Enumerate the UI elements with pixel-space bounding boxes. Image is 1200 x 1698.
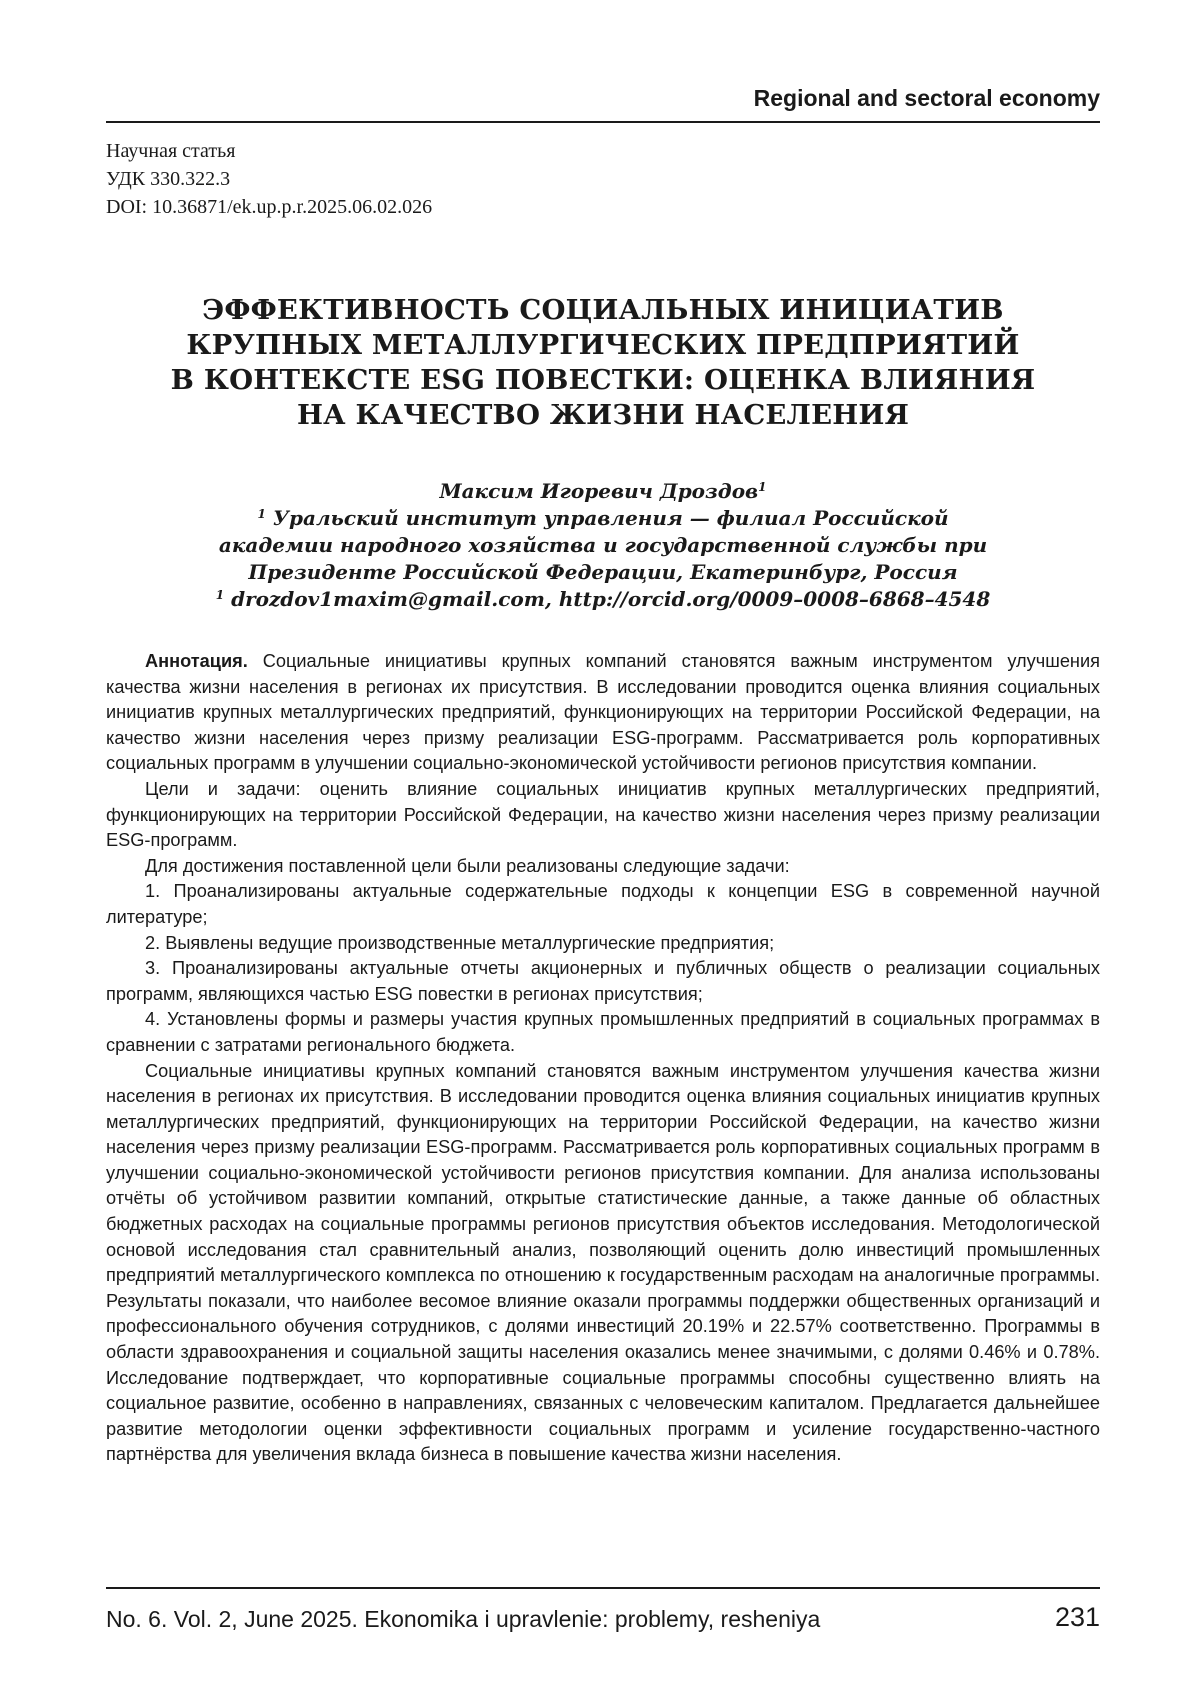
footer-citation: No. 6. Vol. 2, June 2025. Ekonomika i upravlenie: problemy, resheniya (106, 1606, 821, 1632)
contact-line (106, 586, 1100, 613)
affiliation-superscript: 1 (257, 507, 266, 521)
abstract-paragraph: Цели и задачи: оценить влияние социальных инициатив крупных металлургических предприятий, функционирующих на территории Российской Федерации, на качество жизни населения через призму реализации ESG-программ. (106, 778, 1100, 851)
header-rule (106, 121, 1100, 123)
task-item: 4. Установлены формы и размеры участия крупных промышленных предприятий в социальных программах в сравнении с затратами регионального бюджета. (106, 1009, 1100, 1055)
running-head: Regional and sectoral economy (753, 85, 1100, 111)
author-name: Максим Игоревич Дроздов (439, 479, 759, 503)
doi[interactable]: DOI: 10.36871/ek.up.p.r.2025.06.02.026 (106, 196, 433, 218)
author-block (106, 478, 1100, 613)
author-line (106, 478, 1100, 505)
title-line: НА КАЧЕСТВО ЖИЗНИ НАСЕЛЕНИЯ (296, 399, 910, 431)
footer-rule (106, 1587, 1100, 1589)
abstract-paragraph: Для достижения поставленной цели были реализованы следующие задачи: (145, 855, 790, 876)
affiliation-line: академии народного хозяйства и государственной службы при (218, 533, 988, 557)
abstract-label: Аннотация. (145, 651, 248, 671)
contact-superscript: 1 (215, 588, 225, 602)
affiliation-line (106, 505, 1100, 532)
affiliation-text: Уральский институт управления — филиал Российской (272, 506, 949, 530)
author-superscript: 1 (758, 480, 767, 494)
affiliation-line: Президенте Российской Федерации, Екатеринбург, Россия (248, 560, 958, 584)
page-number: 231 (1054, 1602, 1100, 1632)
task-item: 1. Проанализированы актуальные содержательные подходы к концепции ESG в современной научной литературе; (106, 881, 1100, 927)
udc-code: УДК 330.322.3 (106, 168, 231, 190)
abstract-paragraph (106, 649, 1100, 777)
article-title (106, 293, 1100, 433)
abstract (106, 649, 1100, 1468)
article-type: Научная статья (106, 140, 236, 162)
author-contact[interactable]: drozdov1maxim@gmail.com, http://orcid.org/0009–0008–6868–4548 (231, 587, 991, 611)
task-item: 3. Проанализированы актуальные отчеты акционерных и публичных обществ о реализации социальных программ, являющихся частью ESG повестки в регионах присутствия; (106, 958, 1100, 1004)
title-line: В КОНТЕКСТЕ ESG ПОВЕСТКИ: ОЦЕНКА ВЛИЯНИЯ (170, 364, 1036, 396)
title-line: КРУПНЫХ МЕТАЛЛУРГИЧЕСКИХ ПРЕДПРИЯТИЙ (186, 329, 1020, 361)
task-item: 2. Выявлены ведущие производственные металлургические предприятия; (145, 932, 775, 953)
abstract-text: Социальные инициативы крупных компаний становятся важным инструментом улучшения качества жизни населения в регионах их присутствия. В исследовании проводится оценка влияния социальных инициатив крупных металлургических предприятий, функционирующих на территории Российской Федерации, на качество жизни населения через призму реализации ESG-программ. Рассматривается роль корпоративных социальных программ в улучшении социально-экономической устойчивости регионов присутствия компании. (106, 651, 1100, 774)
article-meta (106, 137, 806, 221)
abstract-paragraph: Социальные инициативы крупных компаний становятся важным инструментом улучшения качества жизни населения в регионах их присутствия. В исследовании проводится оценка влияния социальных инициатив крупных металлургических предприятий, функционирующих на территории Российской Федерации, на качество жизни населения через призму реализации ESG-программ. Рассматривается роль корпоративных социальных программ в улучшении социально-экономической устойчивости регионов присутствия компании. Для анализа использованы отчёты об устойчивом развитии компаний, открытые статистические данные, а также данные об областных бюджетных расходах на социальные программы регионов присутствия объектов исследования. Методологической основой исследования стал сравнительный анализ, позволяющий оценить долю инвестиций промышленных предприятий металлургического комплекса по отношению к государственным расходам на аналогичные программы. Результаты показали, что наиболее весомое влияние оказали программы поддержки общественных организаций и профессионального обучения сотрудников, с долями инвестиций 20.19% и 22.57% соответственно. Программы в области здравоохранения и социальной защиты населения оказались менее значимыми, с долями 0.46% и 0.78%. Исследование подтверждает, что корпоративные социальные программы способны существенно влиять на социальное развитие, особенно в направлениях, связанных с человеческим капиталом. Предлагается дальнейшее развитие методологии оценки эффективности социальных программ и усиление государственно-частного партнёрства для увеличения вклада бизнеса в повышение качества жизни населения. (106, 1060, 1100, 1465)
title-line: ЭФФЕКТИВНОСТЬ СОЦИАЛЬНЫХ ИНИЦИАТИВ (202, 294, 1004, 326)
